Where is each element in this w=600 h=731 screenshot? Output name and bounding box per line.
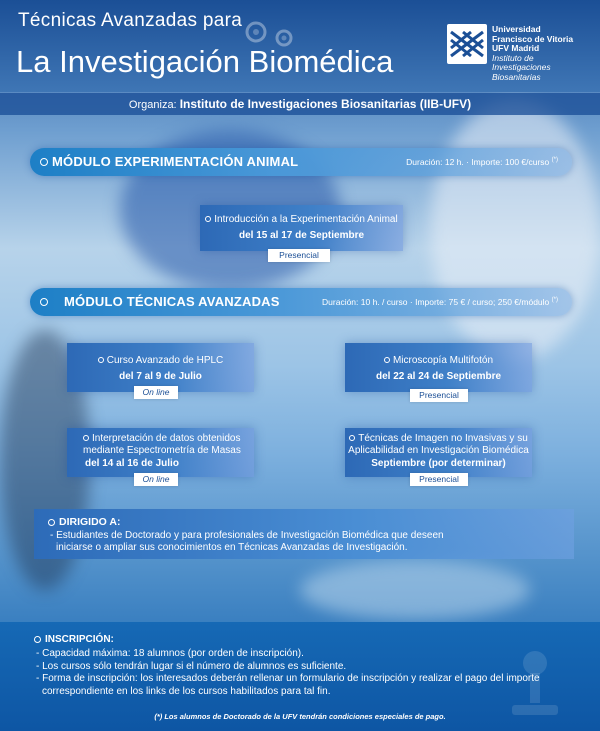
- course-title: [345, 355, 532, 367]
- course-card-microscopia[interactable]: [345, 343, 532, 392]
- course-title-line-2: mediante Espectrometría de Masas: [83, 445, 241, 456]
- module-tecnicas-meta-sup: (*): [551, 297, 558, 304]
- background-photo-glass: [300, 560, 530, 620]
- list-item: - Capacidad máxima: 18 alumnos (por orden de inscripción).: [36, 648, 304, 659]
- target-audience-text: [50, 530, 570, 554]
- ufv-logo-text: [492, 25, 582, 82]
- course-title: [67, 433, 254, 457]
- ufv-logo-mark-icon: [447, 24, 487, 64]
- module-tecnicas-title: MÓDULO TÉCNICAS AVANZADAS: [64, 294, 280, 309]
- logo-line-4: Instituto de Investigaciones: [492, 52, 551, 72]
- target-audience-panel: [34, 509, 574, 559]
- module-animal-meta: [406, 157, 558, 167]
- bullet-icon: [384, 357, 390, 363]
- course-date: del 22 al 24 de Septiembre: [375, 371, 502, 382]
- gears-icon: [240, 16, 310, 56]
- logo-line-3: UFV Madrid: [492, 43, 540, 53]
- logo-line-5: Biosanitarias: [492, 71, 541, 82]
- page-title: La Investigación Biomédica: [16, 44, 394, 79]
- course-mode-badge: Presencial: [410, 473, 468, 486]
- target-audience-heading-text: DIRIGIDO A:: [59, 516, 121, 528]
- course-title: [200, 214, 403, 226]
- course-card-imagen[interactable]: [345, 428, 532, 477]
- bullet-icon: [48, 519, 55, 526]
- list-item: correspondiente en los links de los cursos habilitados para tal fin.: [42, 685, 331, 697]
- organizer-bar: [0, 93, 600, 115]
- course-title-text: Microscopía Multifotón: [392, 355, 494, 366]
- bullet-icon: [83, 435, 89, 441]
- course-title: [345, 433, 532, 457]
- module-animal-meta-sup: (*): [551, 157, 558, 164]
- course-title-text: Curso Avanzado de HPLC: [106, 355, 224, 366]
- background-photo-gown: [430, 100, 600, 360]
- module-tecnicas-meta: [322, 297, 558, 307]
- bullet-icon: [349, 435, 355, 441]
- course-mode-badge: Presencial: [410, 389, 468, 402]
- logo-line-1: Universidad: [492, 24, 541, 34]
- course-mode-badge: Presencial: [268, 249, 330, 262]
- header-banner: [0, 0, 600, 92]
- course-card-espectrometria[interactable]: [67, 428, 254, 477]
- course-date: del 15 al 17 de Septiembre: [238, 230, 365, 241]
- ufv-logo[interactable]: [447, 22, 582, 82]
- title-small: Técnicas Avanzadas para: [18, 10, 243, 31]
- course-mode-badge: On line: [134, 386, 178, 399]
- module-animal-meta-text: Duración: 12 h. · Importe: 100 €/curso: [406, 157, 550, 167]
- registration-heading-text: INSCRIPCIÓN:: [45, 634, 114, 645]
- course-date: del 14 al 16 de Julio: [85, 458, 179, 469]
- course-mode-badge: On line: [134, 473, 178, 486]
- course-title-line-1: Técnicas de Imagen no Invasivas y su: [358, 433, 528, 444]
- module-tecnicas-band: [30, 288, 572, 316]
- course-date: Septiembre (por determinar): [371, 458, 506, 469]
- target-audience-line-2: iniciarse o ampliar sus conocimientos en Técnicas Avanzadas de Investigación.: [56, 542, 408, 553]
- target-audience-heading: [48, 516, 120, 528]
- registration-heading: [34, 634, 114, 645]
- registration-list: [36, 648, 576, 698]
- list-item: - Los cursos sólo tendrán lugar si el número de alumnos es suficiente.: [36, 660, 347, 672]
- module-animal-band: [30, 148, 572, 176]
- module-animal-title: MÓDULO EXPERIMENTACIÓN ANIMAL: [52, 154, 299, 169]
- list-item: - Forma de inscripción: los interesados deberán rellenar un formulario de inscripción y realizar el pago del importe: [36, 673, 540, 684]
- course-title-line-2: Aplicabilidad en Investigación Biomédica: [348, 445, 529, 456]
- course-date: del 7 al 9 de Julio: [119, 371, 202, 382]
- bullet-icon: [205, 216, 211, 222]
- course-title-line-1: Interpretación de datos obtenidos: [92, 433, 241, 444]
- course-card-experimentacion[interactable]: [200, 205, 403, 251]
- bullet-icon: [98, 357, 104, 363]
- course-card-hplc[interactable]: [67, 343, 254, 392]
- bullet-icon: [40, 158, 48, 166]
- logo-line-2: Francisco de Vitoria: [492, 33, 574, 44]
- target-audience-line-1: - Estudiantes de Doctorado y para profesionales de Investigación Biomédica que deseen: [50, 530, 444, 541]
- footnote: (*) Los alumnos de Doctorado de la UFV tendrán condiciones especiales de pago.: [154, 712, 446, 721]
- organizer-label: Organiza:: [128, 99, 177, 111]
- organizer-name: Instituto de Investigaciones Biosanitarias (IIB-UFV): [179, 97, 472, 111]
- bullet-icon: [40, 298, 48, 306]
- course-title-text: Introducción a la Experimentación Animal: [214, 214, 398, 225]
- module-tecnicas-meta-text: Duración: 10 h. / curso · Importe: 75 € / curso; 250 €/módulo: [322, 297, 550, 307]
- course-title: [67, 355, 254, 367]
- bullet-icon: [34, 636, 41, 643]
